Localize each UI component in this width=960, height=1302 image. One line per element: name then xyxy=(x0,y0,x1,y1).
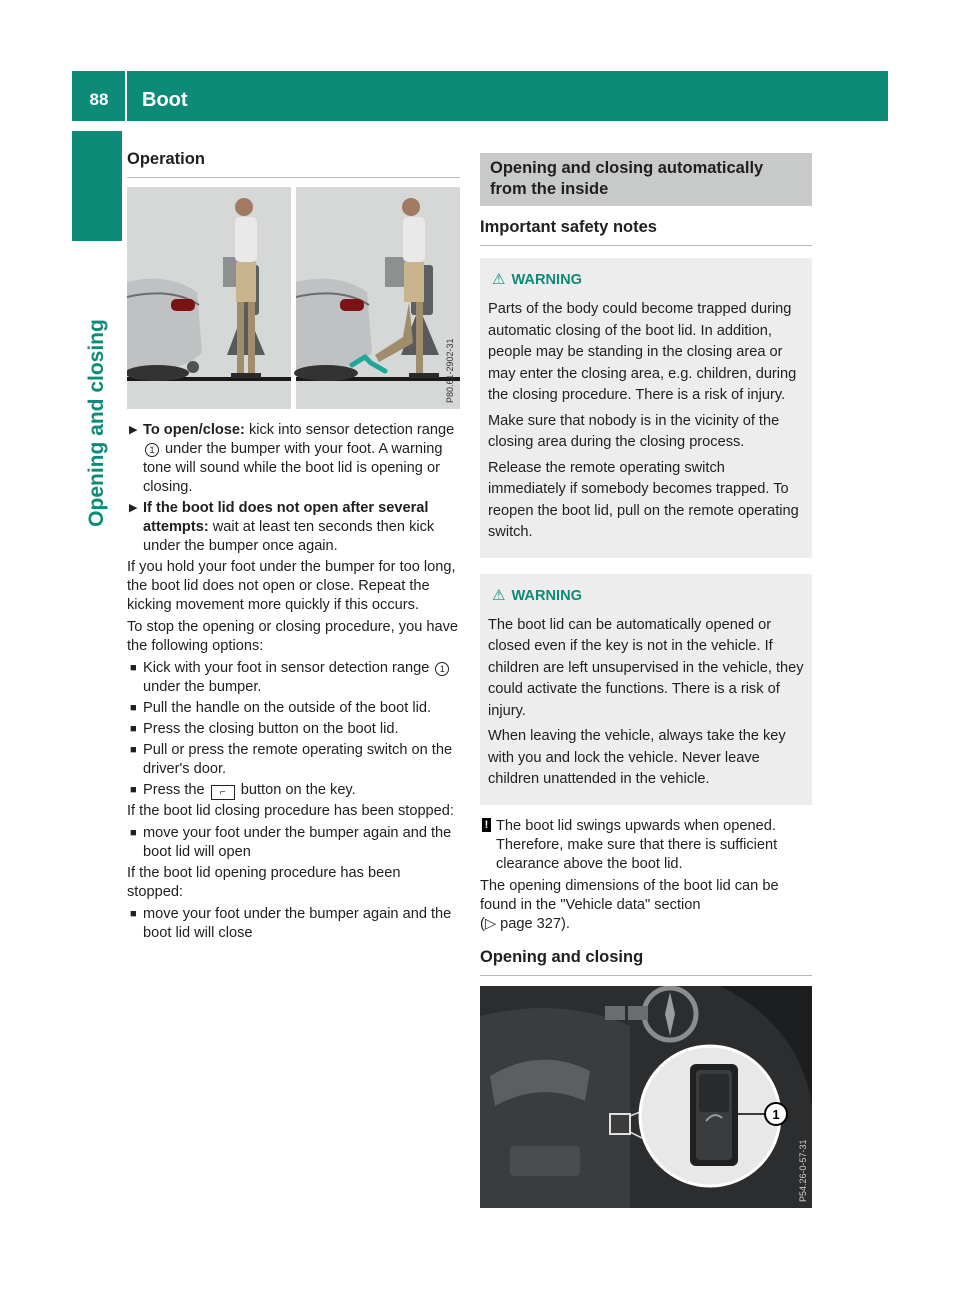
warning-text: Parts of the body could become trapped during automatic closing of the boot lid. In addition, people may be standing in the closing area or may enter the closing area, e.g. children, during the closing procedure. There is a risk of injury. xyxy=(488,301,797,403)
paragraph: If the boot lid opening procedure has been stopped: xyxy=(127,865,401,900)
door-switch-photo xyxy=(480,986,812,1208)
paragraph: The opening dimensions of the boot lid can be found in the "Vehicle data" section (▷ page 327). xyxy=(480,877,779,932)
instruction-open-close: ▶ To open/close: kick into sensor detection range 1 under the bumper with your foot. A warning tone will sound while the boot lid is opening or closing. xyxy=(129,422,455,495)
page-number: 88 xyxy=(89,90,109,109)
sidebar-section-label: Opening and closing xyxy=(85,318,108,527)
kick-sensor-drawing xyxy=(127,187,460,409)
note: ! The boot lid swings upwards when opened. Therefore, make sure that there is sufficient clearance above the boot lid. xyxy=(480,817,812,874)
bullet-icon: ■ xyxy=(130,662,137,674)
figure-code: P54.26-0-57-31 xyxy=(798,1138,808,1202)
figure-callout-1: 1 xyxy=(772,1106,780,1122)
left-column xyxy=(127,150,460,945)
callout-1-icon: 1 xyxy=(435,662,449,676)
list-item: ■ move your foot under the bumper again and the boot lid will open xyxy=(130,825,452,860)
list-item: ■ Press the ⌐ button on the key. xyxy=(130,782,356,798)
warning-label: WARNING xyxy=(511,272,582,288)
arrow-right-icon: ▶ xyxy=(129,424,138,436)
header-bar xyxy=(72,71,888,121)
list-item: ■ Press the closing button on the boot lid. xyxy=(130,721,399,737)
exclamation-icon: ! xyxy=(482,818,491,832)
warning-triangle-icon: ⚠ xyxy=(492,271,506,288)
bullet-icon: ■ xyxy=(130,744,137,756)
bullet-icon: ■ xyxy=(130,723,137,735)
instruction-retry: ▶ If the boot lid does not open after several attempts: wait at least ten seconds then kick under the bumper once again. xyxy=(129,500,435,554)
header-divider xyxy=(125,71,127,121)
paragraph: If the boot lid closing procedure has been stopped: xyxy=(127,803,454,819)
paragraph: If you hold your foot under the bumper for too long, the boot lid does not open or close. Repeat the kicking movement more quickly if this occurs. xyxy=(127,559,456,613)
boot-key-icon: ⌐ xyxy=(211,785,235,800)
section-band-title: Opening and closing automatically from the inside xyxy=(480,153,812,206)
warning-label: WARNING xyxy=(511,587,582,604)
list-item: ■ Pull the handle on the outside of the boot lid. xyxy=(130,700,432,716)
bullet-icon: ■ xyxy=(130,908,137,920)
safety-heading: Important safety notes xyxy=(480,218,812,246)
figure-code: P80.61-2902-31 xyxy=(445,338,455,403)
bullet-icon: ■ xyxy=(130,702,137,714)
door-switch-drawing xyxy=(480,986,812,1208)
operation-heading: Operation xyxy=(127,150,460,178)
callout-1-icon: 1 xyxy=(145,443,159,457)
warning-text: The boot lid can be automatically opened or closed even if the key is not in the vehicle. If children are left unsupervised in the vehicle, they could activate the functions. There is a risk of injury. xyxy=(488,616,804,719)
list-item: ■ move your foot under the bumper again and the boot lid will close xyxy=(130,906,452,941)
kick-sensor-illustration xyxy=(127,187,460,409)
bullet-icon: ■ xyxy=(130,784,137,796)
bullet-icon: ■ xyxy=(130,827,137,839)
arrow-right-icon: ▶ xyxy=(129,502,138,514)
opening-closing-heading: Opening and closing xyxy=(480,948,812,976)
paragraph: To stop the opening or closing procedure, you have the following options: xyxy=(127,619,459,654)
right-column xyxy=(480,153,812,1208)
page-title: Boot xyxy=(142,89,188,111)
list-item: ■ Kick with your foot in sensor detection range 1 under the bumper. xyxy=(127,659,460,697)
sidebar-block xyxy=(72,131,122,241)
warning-text: When leaving the vehicle, always take the key with you and lock the vehicle. Never leave children unattended in the vehicle. xyxy=(488,728,786,787)
list-item: ■ Pull or press the remote operating switch on the driver's door. xyxy=(130,742,453,777)
page-reference-link[interactable]: (▷ page 327). xyxy=(480,915,570,932)
warning-box-2 xyxy=(480,574,812,805)
warning-box-1 xyxy=(480,258,812,558)
warning-text: Make sure that nobody is in the vicinity of the closing area during the closing process. xyxy=(488,412,780,450)
warning-triangle-icon: ⚠ xyxy=(492,586,506,604)
warning-text: Release the remote operating switch immediately if somebody becomes trapped. To reopen the boot lid, pull on the remote operating switch. xyxy=(488,459,799,540)
